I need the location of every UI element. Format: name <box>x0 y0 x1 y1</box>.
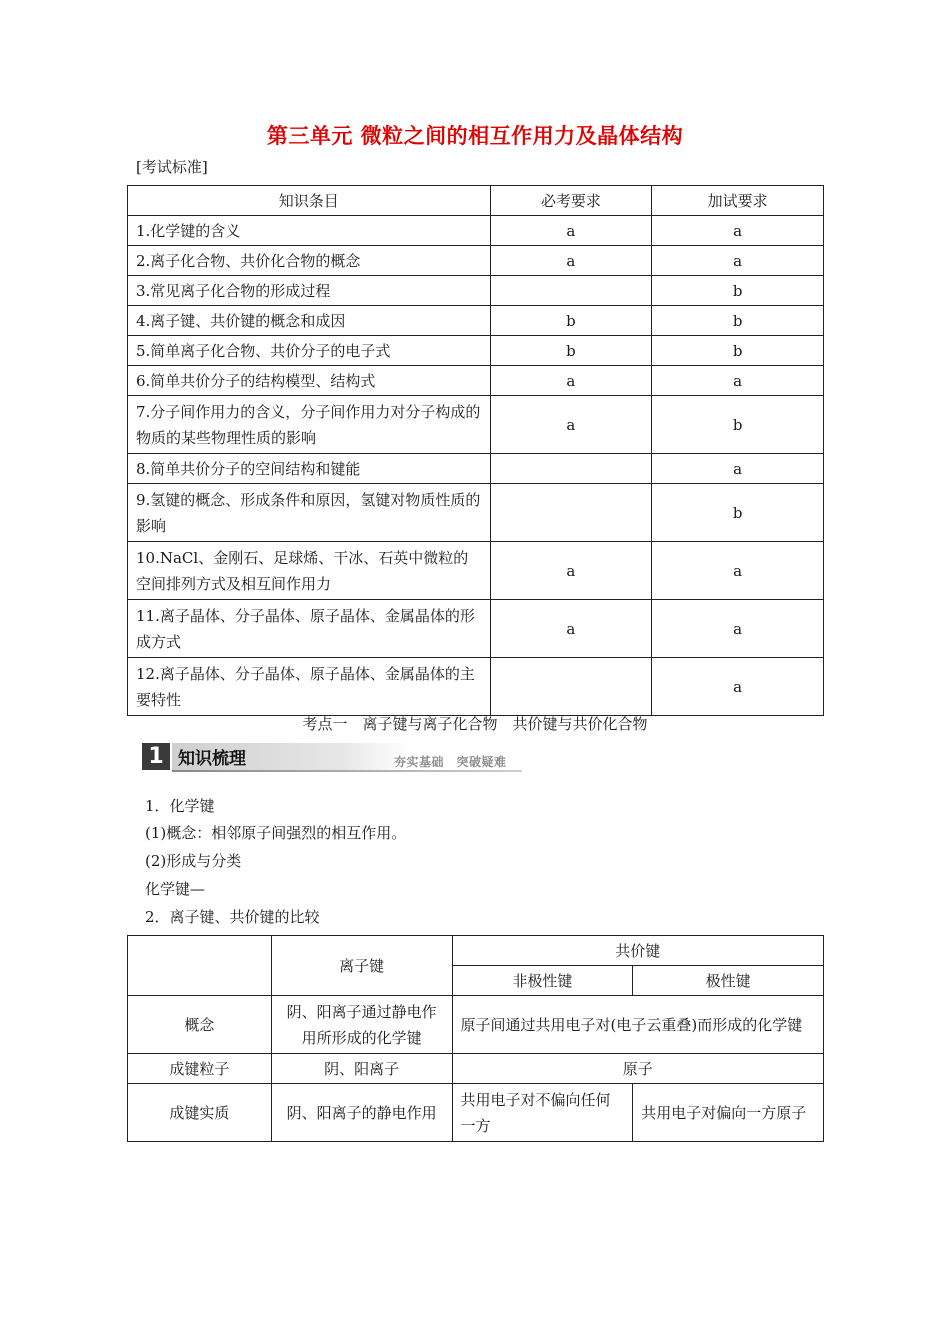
standards-row <box>128 454 824 484</box>
standards-label: [考试标准] <box>136 158 208 176</box>
standards-header-cell: 知识条目 <box>128 186 491 216</box>
standards-row <box>128 246 824 276</box>
particles-covalent: 原子 <box>452 1054 823 1084</box>
header-ionic: 离子键 <box>271 936 452 996</box>
standards-item-cell: 1.化学键的含义 <box>128 216 491 246</box>
standards-extra-cell: a <box>652 542 824 600</box>
standards-required-cell: b <box>490 336 652 366</box>
standards-extra-cell: a <box>652 454 824 484</box>
standards-item-cell: 3.常见离子化合物的形成过程 <box>128 276 491 306</box>
standards-item-cell: 7.分子间作用力的含义，分子间作用力对分子构成的物质的某些物理性质的影响 <box>128 396 491 454</box>
knowledge-banner <box>142 741 522 773</box>
standards-required-cell <box>490 276 652 306</box>
standards-extra-cell: b <box>652 336 824 366</box>
standards-row <box>128 600 824 658</box>
row-label-particles: 成键粒子 <box>128 1054 272 1084</box>
header-nonpolar: 非极性键 <box>452 966 633 996</box>
standards-row <box>128 366 824 396</box>
standards-extra-cell: a <box>652 246 824 276</box>
standards-extra-cell: b <box>652 396 824 454</box>
standards-item-cell: 5.简单离子化合物、共价分子的电子式 <box>128 336 491 366</box>
standards-required-cell <box>490 658 652 716</box>
standards-item-cell: 9.氢键的概念、形成条件和原因，氢键对物质性质的影响 <box>128 484 491 542</box>
concept-ionic: 阴、阳离子通过静电作用所形成的化学键 <box>271 996 452 1054</box>
standards-row <box>128 658 824 716</box>
essence-polar: 共用电子对偏向一方原子 <box>633 1084 824 1142</box>
standards-table <box>127 185 824 716</box>
standards-extra-cell: b <box>652 484 824 542</box>
standards-row <box>128 396 824 454</box>
row-label-essence: 成键实质 <box>128 1084 272 1142</box>
standards-required-cell: a <box>490 216 652 246</box>
standards-item-cell: 6.简单共价分子的结构模型、结构式 <box>128 366 491 396</box>
banner-number: 1 <box>142 743 170 770</box>
standards-item-cell: 12.离子晶体、分子晶体、原子晶体、金属晶体的主要特性 <box>128 658 491 716</box>
standards-required-cell: a <box>490 600 652 658</box>
standards-extra-cell: a <box>652 658 824 716</box>
standards-row <box>128 216 824 246</box>
comparison-table <box>127 935 824 1142</box>
standards-item-cell: 10.NaCl、金刚石、足球烯、干冰、石英中微粒的空间排列方式及相互间作用力 <box>128 542 491 600</box>
standards-row <box>128 306 824 336</box>
banner-heading: 知识梳理 <box>178 749 246 769</box>
particles-ionic: 阴、阳离子 <box>271 1054 452 1084</box>
standards-required-cell: a <box>490 366 652 396</box>
standards-header-cell: 加试要求 <box>652 186 824 216</box>
essence-nonpolar: 共用电子对不偏向任何一方 <box>452 1084 633 1142</box>
standards-row <box>128 276 824 306</box>
standards-extra-cell: a <box>652 216 824 246</box>
standards-extra-cell: b <box>652 306 824 336</box>
standards-item-cell: 11.离子晶体、分子晶体、原子晶体、金属晶体的形成方式 <box>128 600 491 658</box>
standards-required-cell: a <box>490 246 652 276</box>
standards-row <box>128 336 824 366</box>
essence-ionic: 阴、阳离子的静电作用 <box>271 1084 452 1142</box>
row-label-concept: 概念 <box>128 996 272 1054</box>
standards-header-cell: 必考要求 <box>490 186 652 216</box>
header-covalent: 共价键 <box>452 936 823 966</box>
page-title: 第三单元 微粒之间的相互作用力及晶体结构 <box>266 124 684 148</box>
paragraph-comparison: 2．离子键、共价键的比较 <box>145 908 320 926</box>
standards-extra-cell: a <box>652 600 824 658</box>
banner-underline <box>172 770 522 772</box>
standards-required-cell: a <box>490 396 652 454</box>
standards-extra-cell: a <box>652 366 824 396</box>
section-title: 考点一 离子键与离子化合物 共价键与共价化合物 <box>302 715 648 733</box>
standards-required-cell <box>490 484 652 542</box>
header-polar: 极性键 <box>633 966 824 996</box>
standards-row <box>128 542 824 600</box>
paragraph-concept: (1)概念：相邻原子间强烈的相互作用。 <box>145 824 407 842</box>
standards-required-cell <box>490 454 652 484</box>
standards-required-cell: a <box>490 542 652 600</box>
standards-header-row <box>128 186 824 216</box>
standards-item-cell: 4.离子键、共价键的概念和成因 <box>128 306 491 336</box>
corner-cell <box>128 936 272 996</box>
standards-extra-cell: b <box>652 276 824 306</box>
standards-item-cell: 2.离子化合物、共价化合物的概念 <box>128 246 491 276</box>
standards-item-cell: 8.简单共价分子的空间结构和键能 <box>128 454 491 484</box>
standards-row <box>128 484 824 542</box>
paragraph-bond-type: 化学键— <box>145 880 206 898</box>
paragraph-formation: (2)形成与分类 <box>145 852 242 870</box>
paragraph-chemical-bond: 1．化学键 <box>145 797 215 815</box>
banner-subtitle: 夯实基础 突破疑难 <box>394 755 507 769</box>
concept-covalent: 原子间通过共用电子对(电子云重叠)而形成的化学键 <box>452 996 823 1054</box>
standards-required-cell: b <box>490 306 652 336</box>
